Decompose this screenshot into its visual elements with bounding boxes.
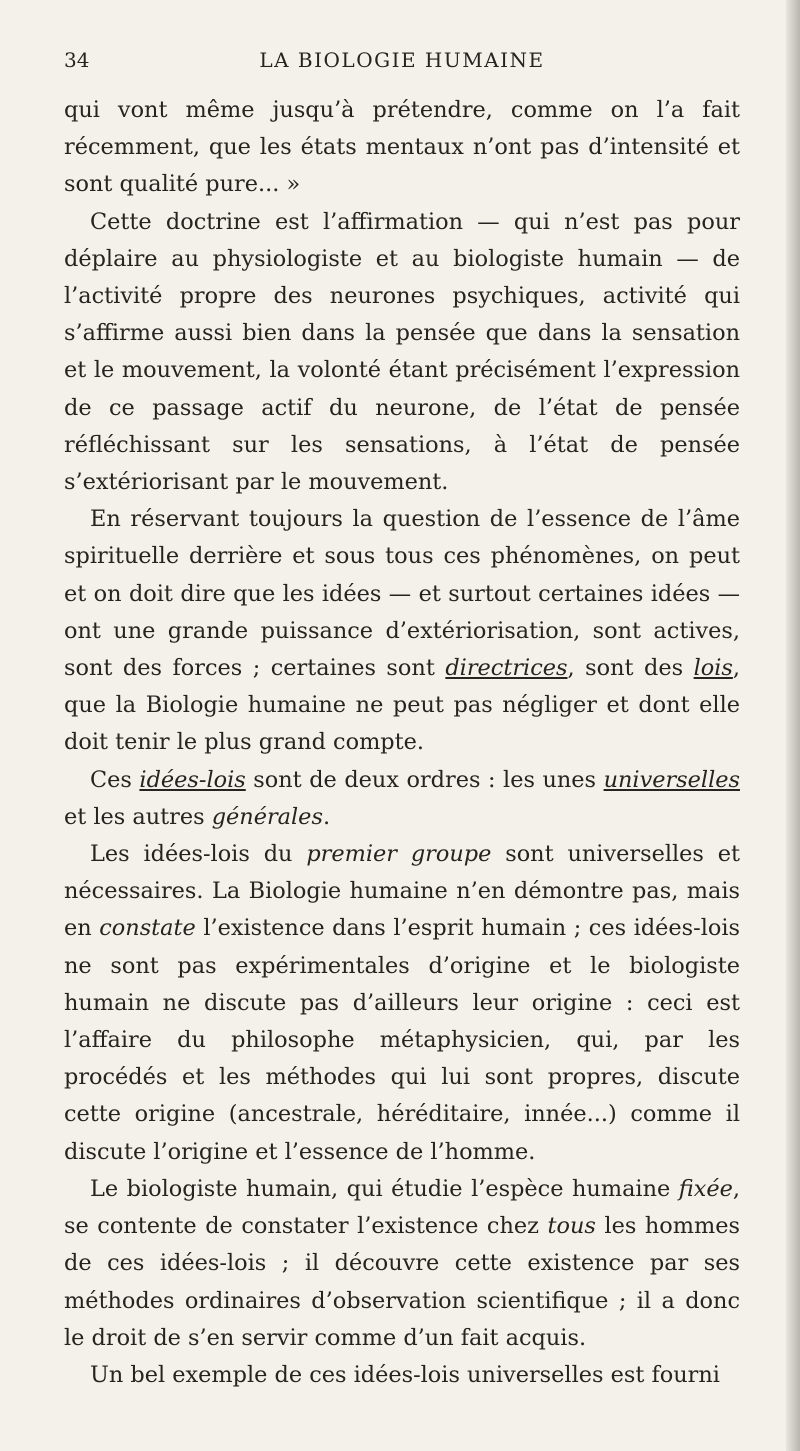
paragraph-5-text-c: l’existence dans l’esprit humain ; ces idées-lois ne sont pas expérimentales d’origine et le biologiste humain ne discute pas d’ailleurs leur origine : ceci est l’affaire du philosophe métaphysicien, qui, par les procédés et les méthodes qui lui sont propres, discute cette origine (ancestrale, héréditaire, innée...) comme il discute l’origine et l’essence de l’homme.: [64, 915, 740, 1165]
paragraph-2-text: Cette doctrine est l’affirmation — qui n’est pas pour déplaire au physiologiste et au biologiste humain — de l’activité propre des neurones psychiques, activité qui s’affirme aussi bien dans la pensée que dans la sensation et le mouvement, la volonté étant précisément l’expression de ce passage actif du neurone, de l’état de pensée réfléchissant sur les sensations, à l’état de pensée s’extériorisant par le mouvement.: [64, 208, 740, 496]
paragraph-3-text-b: , sont des: [567, 655, 694, 682]
paragraph-4: [64, 762, 740, 836]
paragraph-3-text-a: En réservant toujours la question de l’essence de l’âme spirituelle derrière et sous tous ces phénomènes, on peut et on doit dire que les idées — et surtout certaines idées — ont une grande puissance d’extériorisation, sont actives, sont des forces ; certaines sont: [64, 506, 740, 682]
paragraph-7-text: Un bel exemple de ces idées-lois universelles est fourni: [90, 1361, 720, 1388]
paragraph-5: [64, 836, 740, 1171]
paragraph-6-text-b: , se contente de constater l’existence chez: [64, 1175, 740, 1240]
emphasis-directrices: directrices: [445, 655, 568, 682]
body-text: [64, 92, 740, 1394]
emphasis-generales: générales: [211, 803, 323, 830]
paragraph-2: [64, 204, 740, 502]
emphasis-lois: lois: [693, 655, 733, 682]
emphasis-premier-groupe: premier groupe: [306, 841, 492, 868]
page-header: [64, 48, 740, 84]
paragraph-4-text-a: Ces: [90, 766, 140, 793]
emphasis-tous: tous: [547, 1213, 596, 1240]
emphasis-universelles: universelles: [603, 766, 740, 793]
page-edge: [786, 0, 800, 1451]
paragraph-7: [64, 1357, 740, 1394]
paragraph-4-text-c: et les autres: [64, 803, 212, 830]
paragraph-5-text-a: Les idées-lois du: [90, 841, 307, 868]
paragraph-6-text-c: les hommes de ces idées-lois ; il découvre cette existence par ses méthodes ordinaires d’observation scientifique ; il a donc le droit de s’en servir comme d’un fait acquis.: [64, 1213, 740, 1351]
paragraph-1-text: qui vont même jusqu’à prétendre, comme on l’a fait récemment, que les états mentaux n’ont pas d’intensité et sont qualité pure... »: [64, 97, 740, 198]
emphasis-fixee: fixée: [678, 1175, 733, 1202]
paragraph-4-text-d: .: [322, 803, 331, 830]
running-title: LA BIOLOGIE HUMAINE: [259, 48, 545, 72]
paragraph-3: [64, 501, 740, 761]
emphasis-constate: constate: [99, 915, 196, 942]
paragraph-6-text-a: Le biologiste humain, qui étudie l’espèce humaine: [90, 1175, 679, 1202]
emphasis-idees-lois: idées-lois: [139, 766, 246, 793]
paragraph-6: [64, 1171, 740, 1357]
paragraph-4-text-b: sont de deux ordres : les unes: [245, 766, 604, 793]
paragraph-3-text-c: , que la Biologie humaine ne peut pas négliger et dont elle doit tenir le plus grand compte.: [64, 655, 740, 756]
paragraph-5-text-b: sont universelles et nécessaires. La Biologie humaine n’en démontre pas, mais en: [64, 841, 740, 942]
page-number: 34: [64, 48, 90, 72]
paragraph-1: [64, 92, 740, 204]
